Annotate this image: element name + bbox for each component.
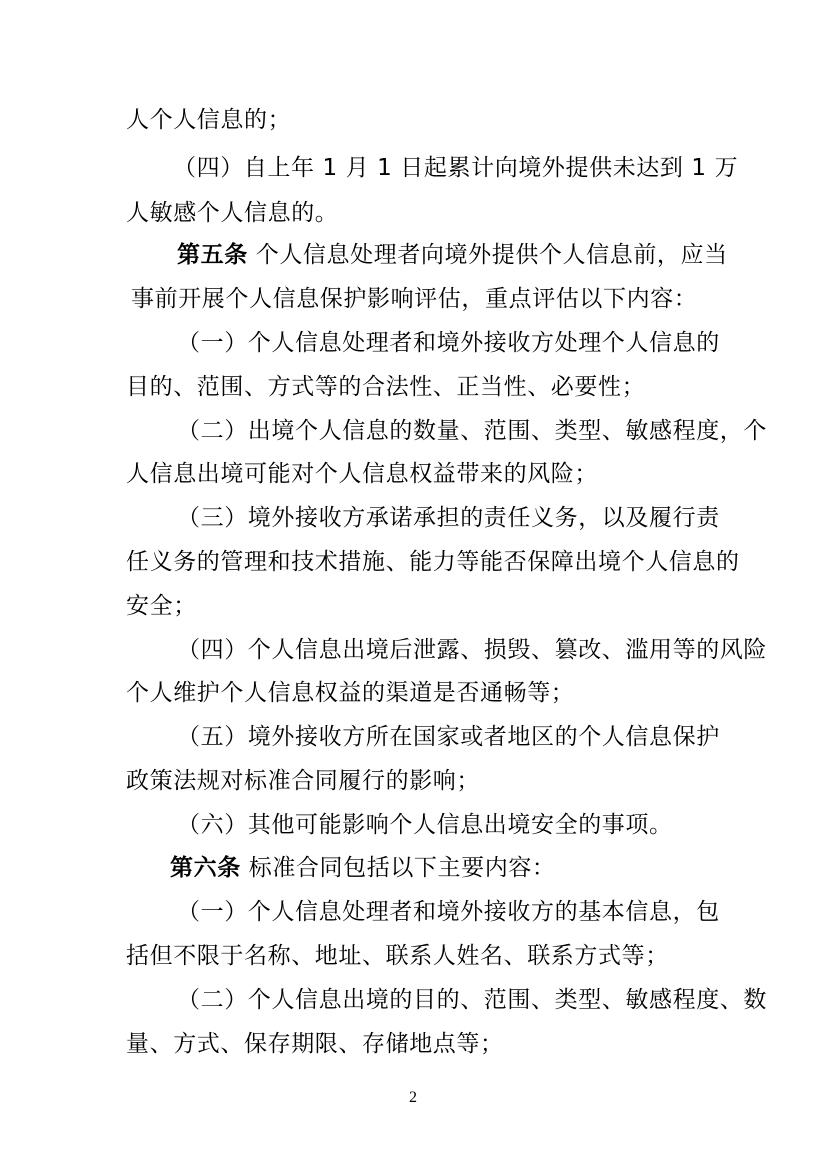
text-line: [126, 547, 740, 577]
article-heading: 第五条: [177, 242, 248, 268]
text-line: [126, 198, 338, 228]
line-text: （四）个人信息出境后泄露、损毁、篡改、滥用等的风险: [177, 637, 767, 663]
line-text: 人敏感个人信息的。: [126, 200, 339, 226]
text-line: [177, 985, 767, 1015]
text-line: [177, 897, 720, 927]
page-number: 2: [409, 1089, 417, 1106]
line-text: 人个人信息的；: [126, 107, 292, 133]
article-line: [170, 853, 556, 883]
line-text: 个人信息处理者向境外提供个人信息前，应当: [247, 242, 728, 268]
text-line: [126, 105, 291, 135]
text-line: [177, 722, 720, 752]
text-line: [126, 678, 574, 708]
line-text: 量、方式、保存期限、存储地点等；: [126, 1031, 504, 1057]
line-text: 个人维护个人信息权益的渠道是否通畅等；: [126, 680, 575, 706]
line-text: 人信息出境可能对个人信息权益带来的风险；: [126, 461, 598, 487]
text-line: [126, 941, 669, 971]
line-text: （五）境外接收方所在国家或者地区的个人信息保护: [177, 724, 720, 750]
text-line: [177, 810, 673, 840]
line-text: （一）个人信息处理者和境外接收方的基本信息，包: [177, 899, 720, 925]
text-line: [177, 635, 767, 665]
text-line: [126, 459, 598, 489]
line-text: 标准合同包括以下主要内容：: [240, 855, 556, 881]
line-text: 括但不限于名称、地址、联系人姓名、联系方式等；: [126, 943, 669, 969]
line-text: 目的、范围、方式等的合法性、正当性、必要性；: [126, 374, 646, 400]
line-text: 事前开展个人信息保护影响评估，重点评估以下内容：: [131, 286, 698, 312]
text-line: [177, 416, 767, 446]
article-heading: 第六条: [170, 855, 241, 881]
text-line: [177, 503, 720, 533]
line-text: 政策法规对标准合同履行的影响；: [126, 768, 480, 794]
text-line: [173, 153, 738, 183]
text-line: [177, 328, 720, 358]
text-line: [131, 284, 697, 314]
line-text: 任义务的管理和技术措施、能力等能否保障出境个人信息的: [126, 549, 740, 575]
line-text: （一）个人信息处理者和境外接收方处理个人信息的: [177, 330, 720, 356]
line-text: （四）自上年 1 月 1 日起累计向境外提供未达到 1 万: [173, 155, 739, 181]
text-line: [126, 1029, 504, 1059]
line-text: （三）境外接收方承诺承担的责任义务，以及履行责: [177, 505, 720, 531]
line-text: （二）个人信息出境的目的、范围、类型、敏感程度、数: [177, 987, 767, 1013]
text-line: [126, 591, 197, 621]
line-text: （六）其他可能影响个人信息出境安全的事项。: [177, 812, 673, 838]
article-line: [177, 240, 728, 270]
text-line: [126, 766, 480, 796]
text-line: [126, 372, 645, 402]
line-text: （二）出境个人信息的数量、范围、类型、敏感程度，个: [177, 418, 767, 444]
line-text: 安全；: [126, 593, 197, 619]
